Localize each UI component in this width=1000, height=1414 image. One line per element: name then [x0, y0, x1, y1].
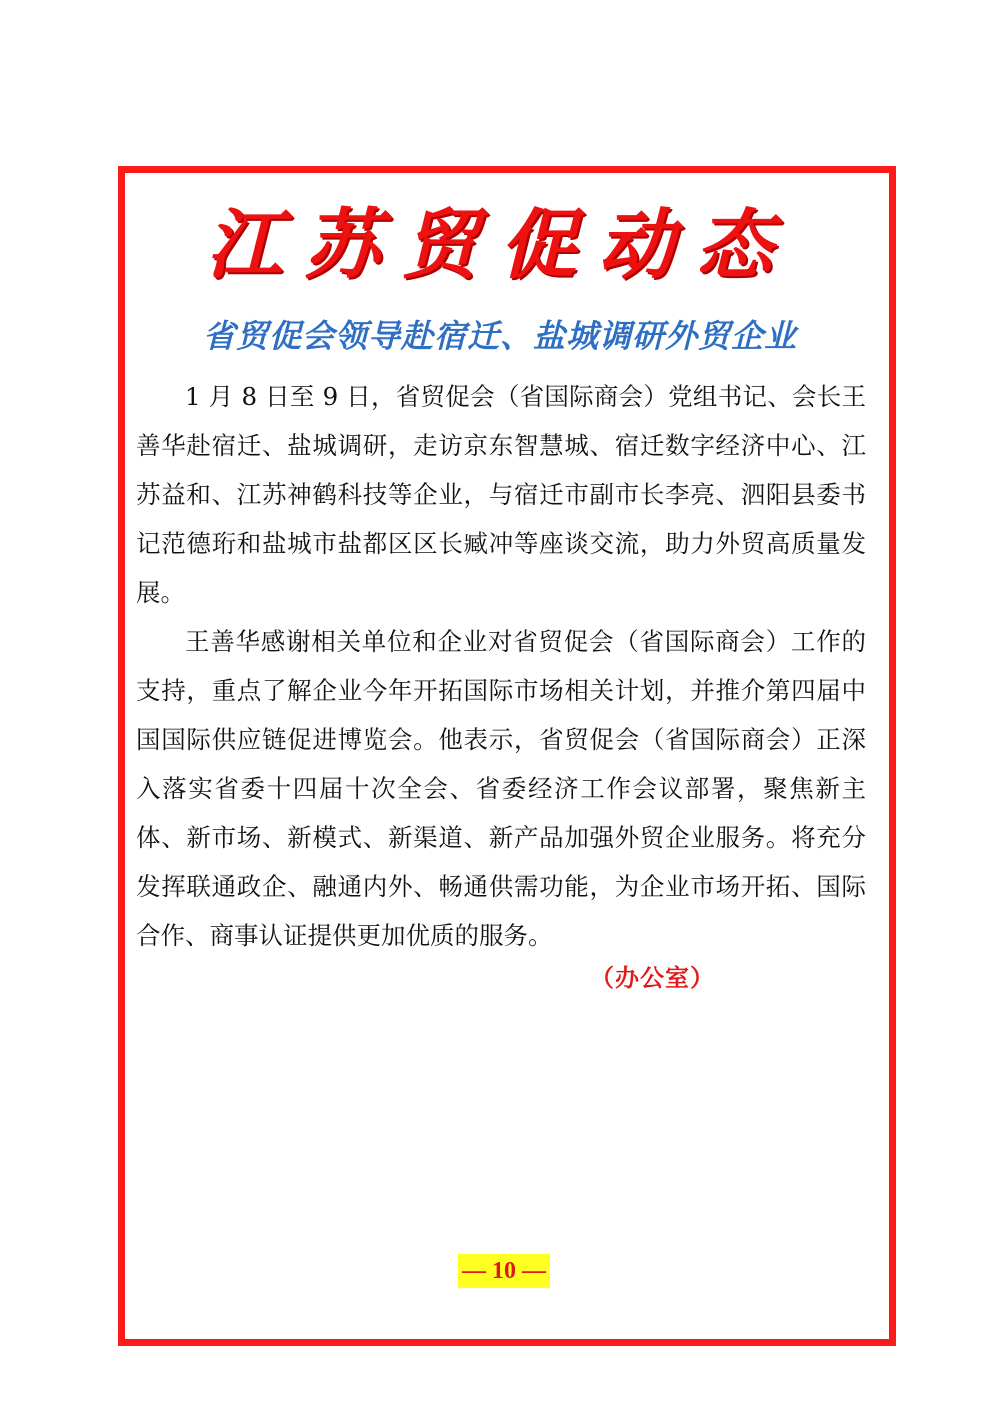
page-number: — 10 — — [458, 1254, 550, 1288]
article-body — [136, 372, 866, 960]
article-headline: 省贸促会领导赴宿迁、盐城调研外贸企业 — [202, 317, 797, 355]
article-source: （办公室） — [590, 963, 715, 992]
article-paragraph: 王善华感谢相关单位和企业对省贸促会（省国际商会）工作的支持，重点了解企业今年开拓国际市场相关计划，并推介第四届中国国际供应链促进博览会。他表示，省贸促会（省国际商会）正深入落实省委十四届十次全会、省委经济工作会议部署，聚焦新主体、新市场、新模式、新渠道、新产品加强外贸企业服务。将充分发挥联通政企、融通内外、畅通供需功能，为企业市场开拓、国际合作、商事认证提供更加优质的服务。 — [136, 627, 866, 950]
article-paragraph: 1 月 8 日至 9 日，省贸促会（省国际商会）党组书记、会长王善华赴宿迁、盐城调研，走访京东智慧城、宿迁数字经济中心、江苏益和、江苏神鹤科技等企业，与宿迁市副市长李亮、泗阳县委书记范德珩和盐城市盐都区区长臧冲等座谈交流，助力外贸高质量发展。 — [136, 382, 866, 607]
masthead-title: 江苏贸促动态 — [206, 200, 794, 289]
